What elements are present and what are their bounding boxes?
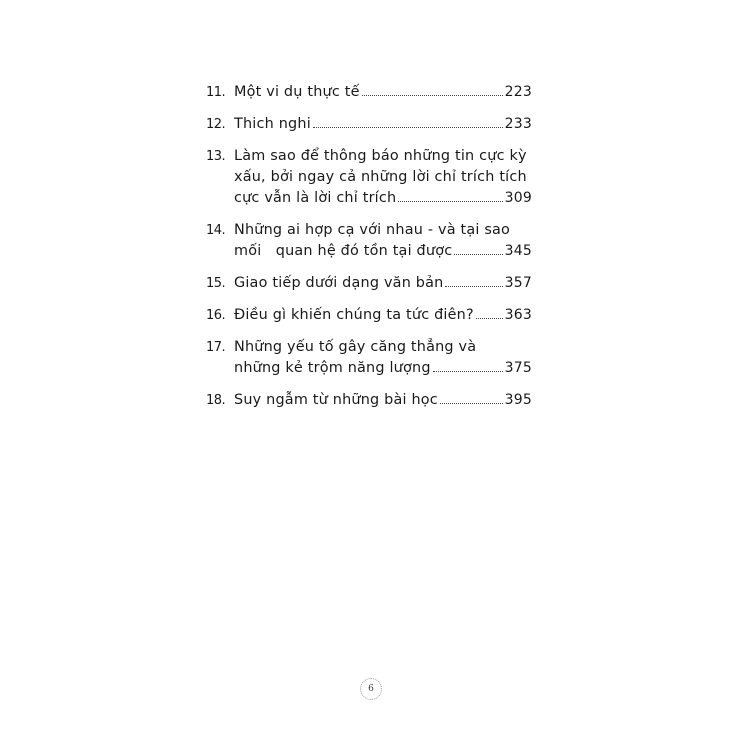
dot-leader <box>445 286 502 287</box>
entry-final-line <box>234 241 532 262</box>
toc-entry <box>206 390 532 411</box>
dot-leader <box>476 318 503 319</box>
page-folio <box>360 678 382 700</box>
entry-title <box>234 390 532 411</box>
dot-leader <box>433 371 503 372</box>
entry-number: 15. <box>206 276 226 291</box>
entry-final-line <box>234 188 532 209</box>
entry-number: 14. <box>206 223 226 238</box>
entry-final-line <box>234 82 532 103</box>
entry-title-text: mối quan hệ đó tồn tại được <box>234 243 453 259</box>
entry-final-line <box>234 390 532 411</box>
toc-entry <box>206 114 532 135</box>
entry-title-line: Làm sao để thông báo những tin cực kỳ <box>234 148 527 164</box>
dot-leader <box>440 403 503 404</box>
entry-title <box>234 273 532 294</box>
toc-entry <box>206 305 532 326</box>
entry-title-text: cực vẫn là lời chỉ trích <box>234 190 397 206</box>
entry-page-number: 363 <box>504 307 532 323</box>
entry-final-line <box>234 114 532 135</box>
dot-leader <box>362 95 503 96</box>
toc-entry <box>206 82 532 103</box>
entry-page-number: 223 <box>504 84 532 100</box>
entry-title-text: Điều gì khiến chúng ta tức điên? <box>234 307 474 323</box>
entry-final-line <box>234 273 532 294</box>
toc-entry <box>206 146 532 209</box>
entry-title-line: Những yếu tố gây căng thẳng và <box>234 339 477 355</box>
entry-number: 18. <box>206 393 226 408</box>
toc-entry <box>206 337 532 379</box>
entry-page-number: 375 <box>504 360 532 376</box>
entry-title <box>234 220 532 262</box>
entry-page-number: 357 <box>504 275 532 291</box>
toc-entry <box>206 220 532 262</box>
entry-final-line <box>234 358 532 379</box>
entry-title-line: Những ai hợp cạ với nhau - và tại sao <box>234 222 511 238</box>
entry-number: 16. <box>206 308 226 323</box>
folio-number: 6 <box>368 684 374 694</box>
dot-leader <box>398 201 502 202</box>
table-of-contents <box>206 82 532 422</box>
entry-title <box>234 337 532 379</box>
entry-title-text: những kẻ trộm năng lượng <box>234 360 431 376</box>
entry-page-number: 233 <box>504 116 532 132</box>
entry-page-number: 345 <box>504 243 532 259</box>
entry-title <box>234 82 532 103</box>
dot-leader <box>313 127 503 128</box>
entry-page-number: 309 <box>504 190 532 206</box>
entry-number: 11. <box>206 85 226 100</box>
entry-title <box>234 114 532 135</box>
entry-title-text: Một vi dụ thực tế <box>234 84 360 100</box>
entry-title <box>234 146 532 209</box>
entry-title-line: xấu, bởi ngay cả những lời chỉ trích tích <box>234 169 527 185</box>
entry-page-number: 395 <box>504 392 532 408</box>
entry-number: 13. <box>206 149 226 164</box>
dot-leader <box>454 254 502 255</box>
entry-final-line <box>234 305 532 326</box>
entry-title <box>234 305 532 326</box>
entry-title-text: Thich nghi <box>234 116 311 132</box>
entry-number: 12. <box>206 117 226 132</box>
entry-number: 17. <box>206 340 226 355</box>
entry-title-text: Suy ngẫm từ những bài học <box>234 392 438 408</box>
entry-title-text: Giao tiếp dưới dạng văn bản <box>234 275 444 291</box>
toc-entry <box>206 273 532 294</box>
